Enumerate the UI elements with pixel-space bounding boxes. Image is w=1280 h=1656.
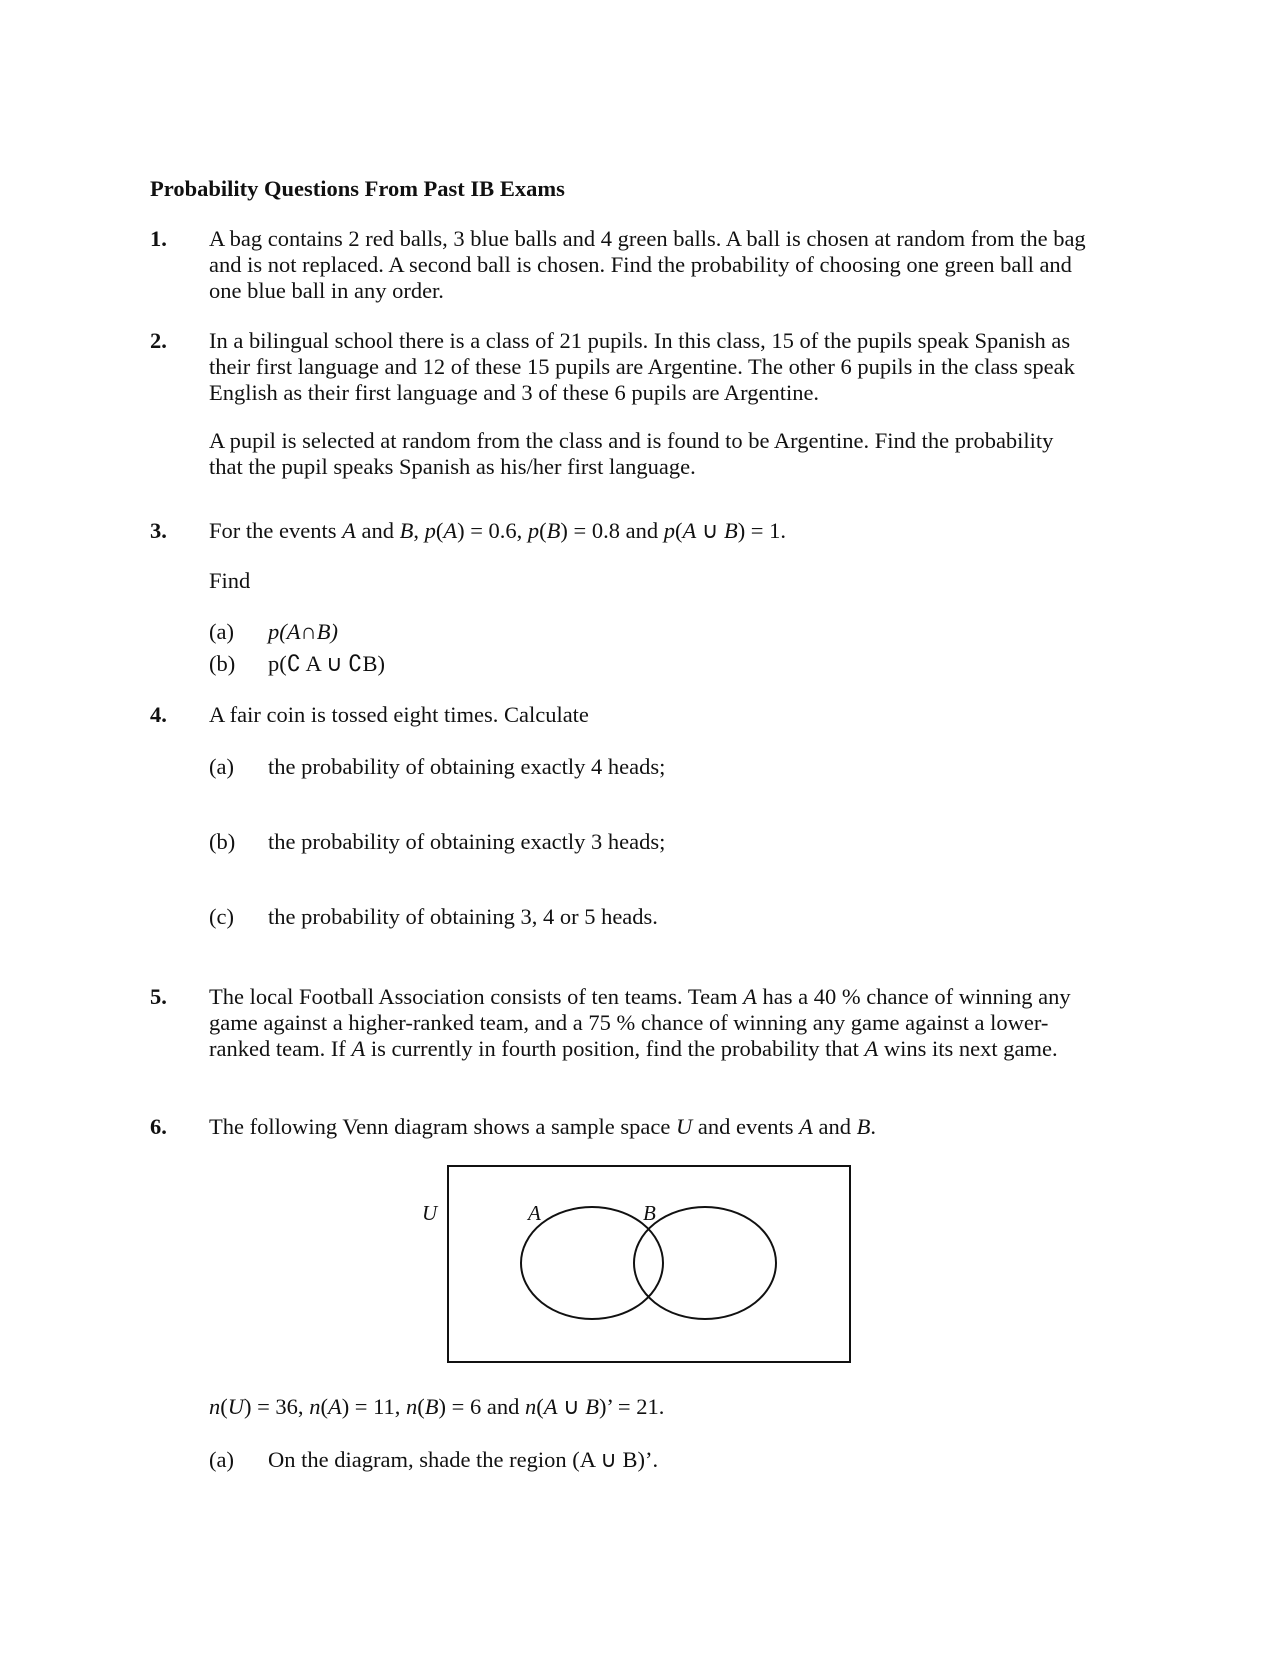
question-4-part-a-letter: (a) bbox=[209, 754, 234, 779]
question-3-part-a-letter: (a) bbox=[209, 619, 234, 644]
venn-label-u: U bbox=[422, 1201, 438, 1225]
question-2-text: In a bilingual school there is a class of 21 pupils. In this class, 15 of the pupils speak Spanish as their first language and 12 of these 15 pupils are Argentine. The other 6 pupils in the class speak English as their first language and 3 of these 6 pupils are Argentine. bbox=[209, 328, 1075, 405]
question-3-number: 3. bbox=[150, 518, 167, 543]
question-1-number: 1. bbox=[150, 226, 167, 251]
question-3-part-b-letter: (b) bbox=[209, 651, 236, 676]
venn-label-a: A bbox=[528, 1201, 541, 1225]
question-6-text: The following Venn diagram shows a sample space U and events A and B. bbox=[209, 1114, 876, 1139]
question-4-text: A fair coin is tossed eight times. Calculate bbox=[209, 702, 589, 727]
question-4-number: 4. bbox=[150, 702, 167, 727]
question-5-number: 5. bbox=[150, 984, 167, 1009]
venn-universe-box bbox=[448, 1166, 850, 1362]
question-1-text: A bag contains 2 red balls, 3 blue balls and 4 green balls. A ball is chosen at random from the bag and is not replaced. A second ball is chosen. Find the probability of choosing one green ball and one blue ball in any order. bbox=[209, 226, 1086, 303]
venn-circle-a bbox=[521, 1207, 663, 1319]
question-3-part-a-text: p(A∩B) bbox=[268, 619, 338, 644]
question-3-part-b-text: p(∁ A ∪ ∁B) bbox=[268, 651, 385, 676]
question-4-part-c-text: the probability of obtaining 3, 4 or 5 heads. bbox=[268, 904, 658, 929]
question-4-part-b-text: the probability of obtaining exactly 3 heads; bbox=[268, 829, 666, 854]
question-5-text: The local Football Association consists of ten teams. Team A has a 40 % chance of winning any game against a higher-ranked team, and a 75 % chance of winning any game against a lower-ranked team. If A is currently in fourth position, find the probability that A wins its next game. bbox=[209, 984, 1071, 1061]
question-4-part-a-text: the probability of obtaining exactly 4 heads; bbox=[268, 754, 666, 779]
question-6-part-a-text: On the diagram, shade the region (A ∪ B)’. bbox=[268, 1447, 659, 1472]
venn-label-b: B bbox=[643, 1201, 656, 1225]
question-3-text: For the events A and B, p(A) = 0.6, p(B) = 0.8 and p(A ∪ B) = 1. bbox=[209, 518, 786, 543]
question-6-part-a-letter: (a) bbox=[209, 1447, 234, 1472]
question-2-number: 2. bbox=[150, 328, 167, 353]
question-4-part-b-letter: (b) bbox=[209, 829, 236, 854]
page-title: Probability Questions From Past IB Exams bbox=[150, 176, 565, 201]
question-3-find: Find bbox=[209, 568, 251, 593]
question-6-given: n(U) = 36, n(A) = 11, n(B) = 6 and n(A ∪ B)’ = 21. bbox=[209, 1394, 665, 1419]
question-4-part-c-letter: (c) bbox=[209, 904, 234, 929]
question-2-text-2: A pupil is selected at random from the class and is found to be Argentine. Find the probability that the pupil speaks Spanish as his/her first language. bbox=[209, 428, 1054, 479]
question-6-number: 6. bbox=[150, 1114, 167, 1139]
